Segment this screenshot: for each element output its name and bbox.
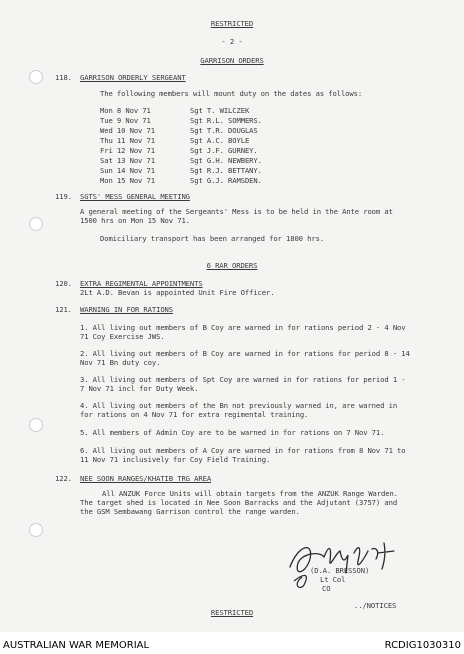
punch-hole <box>29 70 43 84</box>
roster-day: Mon 8 Nov 71 <box>100 106 151 115</box>
item-paragraph: 6. All living out members of A Coy are warned in for rations from 8 Nov 71 to 11 Nov 71 inclusively for Coy Field Training. <box>80 446 406 464</box>
item-paragraph: A general meeting of the Sergeants' Mess is to be held in the Ante room at 1500 hrs on Mon 15 Nov 71. <box>80 207 393 225</box>
item-paragraph: 1. All living out members of B Coy are warned in for rations period 2 - 4 Nov 71 Coy Exercise JWS. <box>80 323 406 341</box>
archive-reference: RCDIG1030310 <box>384 640 461 651</box>
signatory-rank: Lt Col <box>320 575 346 584</box>
roster-member: Sgt J.F. GURNEY. <box>190 146 258 155</box>
item-paragraph: 2. All living out members of B Coy are warned in for rations for period 8 - 14 Nov 71 Bn duty coy. <box>80 349 410 367</box>
roster-day: Wed 10 Nov 71 <box>100 126 155 135</box>
punch-hole <box>29 418 43 432</box>
roster-member: Sgt G.J. RAMSDEN. <box>190 176 262 185</box>
signatory-name: (D.A. BRESSON) <box>310 566 370 575</box>
roster-member: Sgt T.R. DOUGLAS <box>190 126 258 135</box>
signatory-appointment: CO <box>322 584 331 593</box>
page-number: - 2 - <box>221 37 243 46</box>
item-paragraph: All ANZUK Force Units will obtain targets from the ANZUK Range Warden. The target shed is located in Nee Soon Barracks and the Adjutant (3757) and the GSM Sembawang Garrison control the range warden. <box>80 489 398 516</box>
item-number: 118. <box>55 73 72 82</box>
item-heading: GARRISON ORDERLY SERGEANT <box>80 73 186 82</box>
item-heading: EXTRA REGIMENTAL APPOINTMENTS <box>80 279 203 288</box>
item-intro: The following members will mount duty on the dates as follows: <box>100 89 363 98</box>
roster-member: Sgt R.J. BETTANY. <box>190 166 262 175</box>
classification-bottom: RESTRICTED <box>210 608 254 617</box>
item-number: 120. <box>55 279 72 288</box>
item-heading: NEE SOON RANGES/KHATIB TRG AREA <box>80 474 212 483</box>
roster-member: Sgt R.L. SOMMERS. <box>190 116 262 125</box>
roster-day: Tue 9 Nov 71 <box>100 116 151 125</box>
classification-top: RESTRICTED <box>210 19 254 28</box>
item-paragraph: 5. All members of Admin Coy are to be warned in for rations on 7 Nov 71. <box>80 428 385 437</box>
item-heading: WARNING IN FOR RATIONS <box>80 305 173 314</box>
roster-member: Sgt T. WILCZEK <box>190 106 250 115</box>
item-paragraph: 3. All living out members of Spt Coy are warned in for rations for period 1 - 7 Nov 71 incl for Duty Week. <box>80 375 406 393</box>
item-text: 2Lt A.D. Bevan is appointed Unit Fire Officer. <box>80 288 275 297</box>
roster-day: Thu 11 Nov 71 <box>100 136 155 145</box>
handwritten-signature <box>284 533 414 593</box>
roster-day: Sun 14 Nov 71 <box>100 166 155 175</box>
punch-hole <box>29 523 43 537</box>
punch-hole <box>29 217 43 231</box>
item-number: 121. <box>55 305 72 314</box>
continuation-note: ../NOTICES <box>354 601 397 610</box>
archive-name: AUSTRALIAN WAR MEMORIAL <box>3 640 150 651</box>
item-number: 119. <box>55 192 72 201</box>
roster-day: Sat 13 Nov 71 <box>100 156 155 165</box>
garrison-orders-heading: GARRISON ORDERS <box>200 56 264 65</box>
item-paragraph: Domiciliary transport has been arranged for 1800 hrs. <box>100 234 325 243</box>
item-number: 122. <box>55 474 72 483</box>
archive-footer <box>0 632 464 654</box>
roster-day: Mon 15 Nov 71 <box>100 176 155 185</box>
roster-member: Sgt G.H. NEWBERY. <box>190 156 262 165</box>
item-heading: SGTS' MESS GENERAL MEETING <box>80 192 190 201</box>
roster-day: Fri 12 Nov 71 <box>100 146 155 155</box>
rar-orders-heading: 6 RAR ORDERS <box>206 261 258 270</box>
roster-member: Sgt A.C. BOYLE <box>190 136 250 145</box>
item-paragraph: 4. All living out members of the Bn not previously warned in, are warned in for rations on 4 Nov 71 for extra regimental training. <box>80 401 398 419</box>
